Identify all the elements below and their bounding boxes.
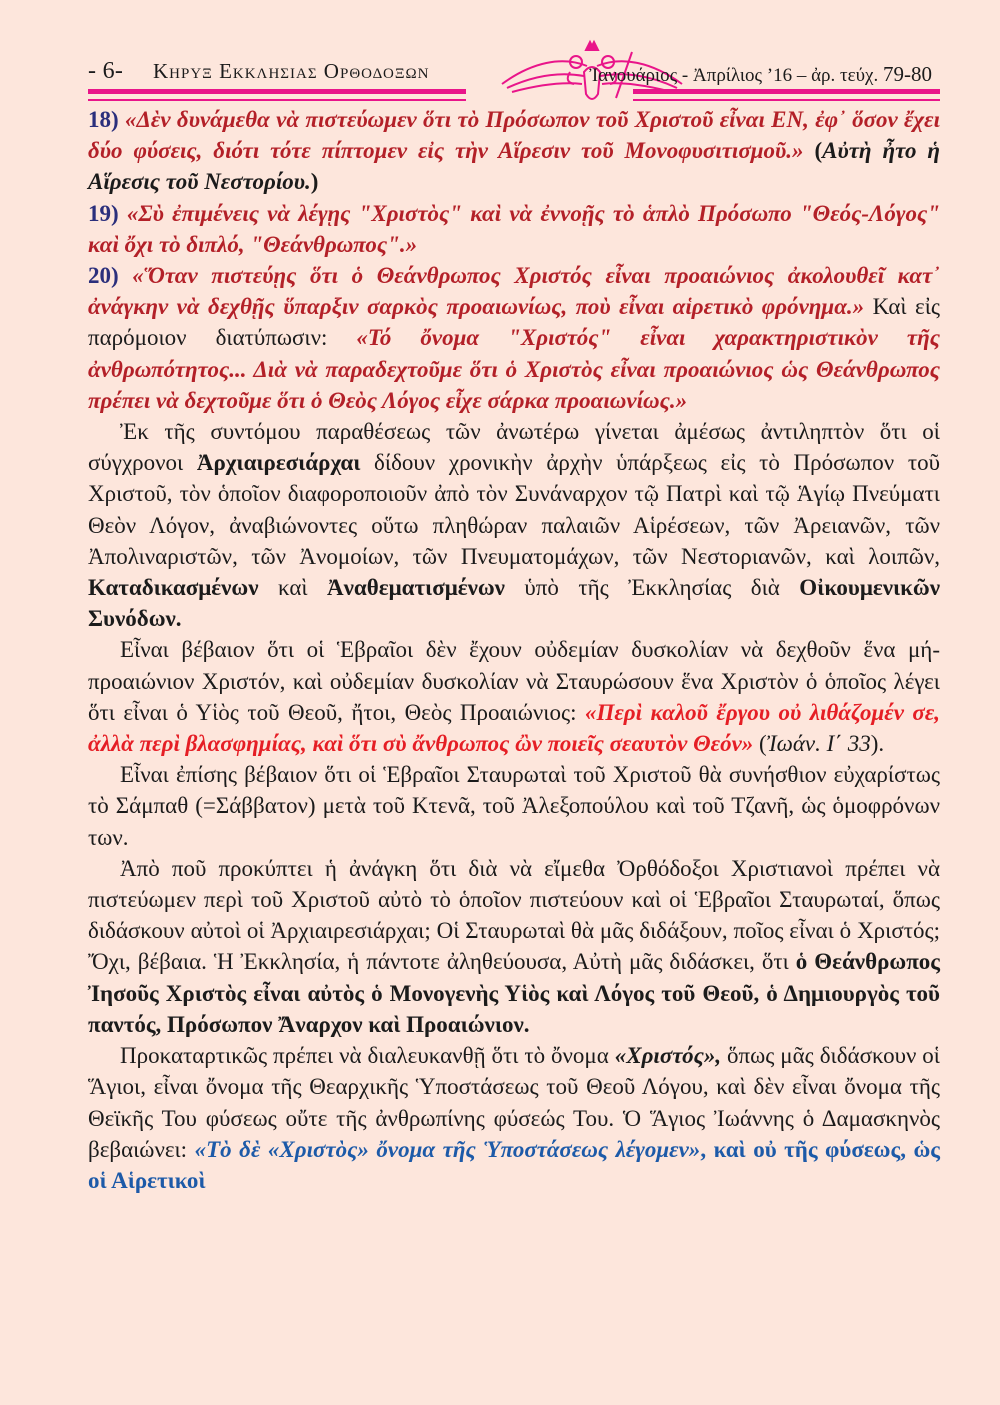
patristic-quote: «Τὸ δὲ «Χριστὸς» ὄνομα τῆς Ὑποστάσεως λέγομεν» [194,1136,701,1162]
list-item-18 [88,104,940,198]
page-number: - 6- [88,58,124,84]
header-left [88,58,429,85]
item-number: 20) [88,263,119,289]
item-quote: «Σὺ ἐπιμένεις νὰ λέγῃς "Χριστὸς" καὶ νὰ ἐννοῇς τὸ ἁπλὸ Πρόσωπο "Θεός-Λόγος" καὶ ὄχι τὸ διπλό, "Θεάνθρωπος".» [88,200,940,257]
item-quote: «Ὅταν πιστεύῃς ὅτι ὁ Θεάνθρωπος Χριστός εἶναι προαιώνιος ἀκολουθεῖ κατ᾽ ἀνάγκην νὰ δεχθῇς ὕπαρξιν σαρκὸς προαιωνίως, ποὺ εἶναι αἱρετικὸ φρόνημα.» [88,263,941,320]
text: Εἶναι ἐπίσης βέβαιον ὅτι οἱ Ἑβραῖοι Σταυρωταὶ τοῦ Χριστοῦ θὰ συνήσθιον εὐχαρίστως τὸ Σάμπαθ (=Σάββατον) μετὰ τοῦ Κτενᾶ, τοῦ Ἀλεξοπούλου καὶ τοῦ Τζανῆ, ὡς ὁμοφρόνων των. [88,762,940,850]
bold-term: Καταδικασμένων [88,575,259,601]
text: ( [753,731,767,757]
bold-statement: ὁ Θεάνθρωπος Ἰησοῦς Χριστὸς εἶναι αὐτὸς ὁ Μονογενὴς Υἱὸς καὶ Λόγος τοῦ Θεοῦ, ὁ Δημιουργὸς τοῦ παντός, Πρόσωπον Ἄναρχον καὶ Προαιώνιον. [88,949,940,1037]
text: Ἐκ τῆς συντόμου παραθέσεως τῶν ἀνωτέρω γίνεται ἀμέσως ἀντιληπτὸν ὅτι οἱ σύγχρονοι [88,419,940,476]
note-paren: ( [803,138,823,164]
issue-dates: Ἰανουάριος - Ἀπρίλιος ’16 – ἀρ. τεύχ. [589,65,879,86]
article-body [88,104,940,1196]
list-item-20 [88,260,940,416]
text: Ἀπὸ ποῦ προκύπτει ἡ ἀνάγκη ὅτι διὰ νὰ εἴμεθα Ὀρθόδοξοι Χριστιανοὶ πρέπει νὰ πιστεύωμεν περὶ τοῦ Χριστοῦ αὐτὸ τὸ ὁποῖον πιστεύουν καὶ οἱ Ἑβραῖοι Σταυρωταί, ὅπως διδάσκουν αὐτοὶ οἱ Ἀρχιαιρεσιάρχαι; Οἱ Σταυρωταὶ θὰ μᾶς διδάξουν, ποῖος εἶναι ὁ Χριστός; Ὄχι, βέβαια. Ἡ Ἐκκλησία, ἡ πάντοτε ἀληθεύουσα, Αὐτὴ μᾶς διδάσκει, ὅτι [88,855,940,975]
scripture-reference: Ἰωάν. Ι΄ 33 [766,731,871,757]
blue-bold-text: , καὶ οὐ τῆς φύσεως, ὡς οἱ Αἱρετικοὶ [88,1136,940,1193]
item-number: 19) [88,200,119,226]
paragraph-4 [88,853,940,1040]
publication-title: Κηρυξ Εκκλησιας Ορθοδοξων [153,59,430,83]
text: καὶ [258,575,328,601]
header-right [589,62,932,87]
text: ). [870,731,885,757]
text: Προκαταρτικῶς πρέπει νὰ διαλευκανθῇ ὅτι τὸ ὄνομα [120,1043,615,1069]
text: ὅπως μᾶς διδάσκουν οἱ Ἅγιοι, εἶναι ὄνομα τῆς Θεαρχικῆς Ὑποστάσεως τοῦ Θεοῦ Λόγου, καὶ δὲν εἶναι ὄνομα τῆς Θεϊκῆς Του φύσεως οὔτε τῆς ἀνθρωπίνης φύσεώς Του. Ὁ Ἅγιος Ἰωάννης ὁ Δαμασκηνὸς βεβαιώνει: [88,1043,940,1162]
paragraph-5 [88,1040,940,1196]
list-item-19 [88,198,940,260]
page-header [88,52,940,102]
bold-term: Ἀρχιαιρεσιάρχαι [196,450,361,476]
bold-term: Ἀναθεματισμένων [327,575,505,601]
paragraph-2 [88,634,940,759]
item-quote: «Δὲν δυνάμεθα νὰ πιστεύωμεν ὅτι τὸ Πρόσωπον τοῦ Χριστοῦ εἶναι ΕΝ, ἐφ᾽ ὅσον ἔχει δύο φύσεις, διότι τότε πίπτομεν εἰς τὴν Αἵρεσιν τοῦ Μονοφυσιτισμοῦ.» [88,107,940,164]
paragraph-3 [88,759,940,853]
note-paren: ) [310,169,319,195]
item-quote-2: «Τό ὄνομα "Χριστός" εἶναι χαρακτηριστικὸν τῆς ἀνθρωπότητος... Διὰ νὰ παραδεχτοῦμε ὅτι ὁ Χριστὸς εἶναι προαιώνιος ὡς Θεάνθρωπος πρέπει νὰ δεχτοῦμε ὅτι ὁ Θεὸς Λόγος εἶχε σάρκα προαιωνίως.» [88,325,940,413]
header-rule-thin-left [88,99,466,101]
scripture-quote: «Περὶ καλοῦ ἔργου οὐ λιθάζομέν σε, ἀλλὰ περὶ βλασφημίας, καὶ ὅτι σὺ ἄνθρωπος ὢν ποιεῖς σεαυτὸν Θεόν» [88,699,941,757]
bold-italic-term: «Χριστός», [614,1043,722,1069]
text: ὑπὸ τῆς Ἐκκλησίας διὰ [504,575,800,601]
header-rule-thin-right [633,99,940,101]
item-note: Αὐτὴ ἦτο ἡ Αἵρεσις τοῦ Νεστορίου. [88,138,940,195]
item-number: 18) [88,107,119,132]
issue-numbers: 79-80 [883,62,932,86]
header-rule-thick-right [633,89,940,94]
text: Εἶναι βέβαιον ὅτι οἱ Ἑβραῖοι δὲν ἔχουν οὐδεμίαν δυσκολίαν νὰ δεχθοῦν ἕνα μή-προαιώνιον Χριστόν, καὶ οὐδεμίαν δυσκολίαν νὰ Σταυρώσουν ἕνα Χριστὸν ὁ ὁποῖος λέγει ὅτι εἶναι ὁ Υἱὸς τοῦ Θεοῦ, ἤτοι, Θεὸς Προαιώνιος: [88,637,940,725]
paragraph-1 [88,416,940,634]
text: δίδουν χρονικὴν ἀρχὴν ὑπάρξεως εἰς τὸ Πρόσωπον τοῦ Χριστοῦ, τὸν ὁποῖον διαφοροποιοῦν ἀπὸ τὸν Συνάναρχον τῷ Πατρὶ καὶ τῷ Ἁγίῳ Πνεύματι Θεὸν Λόγον, ἀναβιώνοντες οὕτω πληθώραν παλαιῶν Αἱρέσεων, τῶν Ἀρειανῶν, τῶν Ἀπολιναριστῶν, τῶν Ἀνομοίων, τῶν Πνευματομάχων, τῶν Νεστοριανῶν, καὶ λοιπῶν, [88,450,940,569]
bold-term: Οἰκουμενικῶν Συνόδων. [88,575,940,632]
item-middle-text: Καὶ εἰς παρόμοιον διατύπωσιν: [88,294,940,351]
header-rule-thick-left [88,89,466,94]
